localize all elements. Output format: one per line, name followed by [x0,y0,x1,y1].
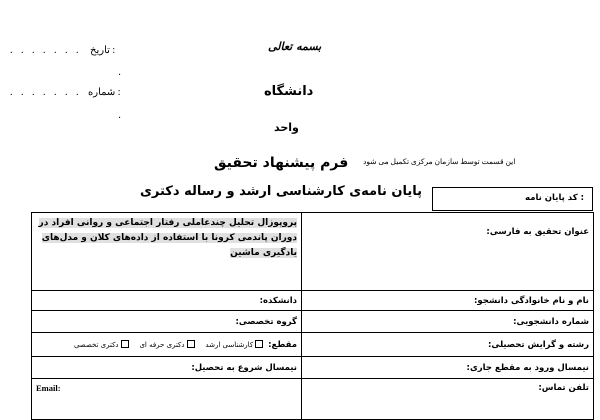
thesis-type-title: پایان نامه‌ی کارشناسی ارشد و رساله دکتری [140,184,422,199]
student-id-field[interactable] [302,311,594,333]
unit-label: واحد [274,121,299,134]
number-label: شماره : [88,87,121,98]
separator-dot: . [118,67,122,78]
university-label: دانشگاه [264,84,314,99]
degree-field [32,333,302,357]
form-title: فرم پیشنهاد تحقیق [214,155,349,171]
title-value-cell[interactable] [32,213,302,291]
table-row [32,291,594,311]
proposal-info-table [31,212,594,420]
entry-semester-label: نیمسال ورود به مقطع جاری: [466,362,589,373]
email-field[interactable] [32,379,302,420]
thesis-code-field[interactable] [432,187,593,211]
degree-checkbox-professional-doctorate[interactable] [187,340,195,348]
research-title-value: پروپوزال تحلیل چندعاملی رفتار اجتماعی و روانی افراد در دوران پاندمی کرونا با استفاده از داده‌های کلان و مدل‌های یادگیری ماشین [38,218,297,258]
start-semester-label: نیمسال شروع به تحصیل: [191,362,297,373]
research-title-label: عنوان تحقیق به فارسی: [302,213,594,291]
degree-option-phd: دکتری تخصصی [73,340,119,349]
field-of-study-field[interactable] [302,333,594,357]
basmala-heading: بسمه تعالی [268,40,322,53]
table-row [32,311,594,333]
entry-semester-field[interactable] [302,357,594,379]
date-label: تاریخ : [90,45,116,56]
student-name-label: نام و نام خانوادگی دانشجو: [474,295,589,306]
student-id-label: شماره دانشجویی: [513,316,589,327]
degree-label: مقطع: [268,339,297,350]
thesis-code-label: کد پایان نامه : [525,193,584,203]
degree-checkbox-masters[interactable] [255,340,263,348]
date-placeholder-dots: . . . . . . . [10,45,82,56]
email-label: Email: [36,383,61,393]
faculty-label: دانشکده: [259,295,297,306]
phone-label: تلفن تماس: [538,383,589,393]
table-row [32,357,594,379]
table-row [32,379,594,420]
student-name-field[interactable] [302,291,594,311]
phone-field[interactable] [302,379,594,420]
start-semester-field[interactable] [32,357,302,379]
degree-option-professional-doctorate: دکتری حرفه ای [139,340,185,349]
table-row [32,333,594,357]
specialty-group-label: گروه تخصصی: [235,316,297,327]
separator-dot: . [118,110,122,121]
degree-option-masters: کارشناسی ارشد [205,340,254,349]
completion-note: این قسمت توسط سازمان مرکزی تکمیل می شود [363,157,516,166]
number-placeholder-dots: . . . . . . . [10,87,82,98]
specialty-group-field[interactable] [32,311,302,333]
title-row [32,213,594,291]
faculty-field[interactable] [32,291,302,311]
degree-checkbox-phd[interactable] [121,340,129,348]
field-of-study-label: رشته و گرایش تحصیلی: [487,339,589,350]
